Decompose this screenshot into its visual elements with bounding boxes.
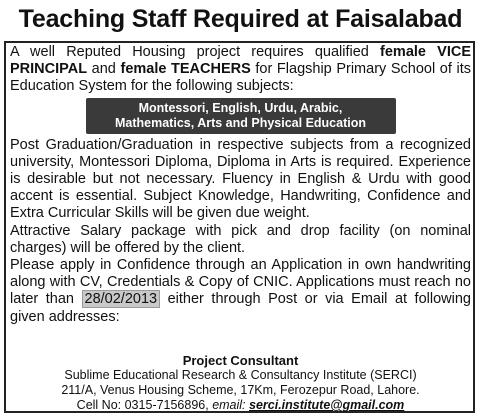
position-teachers: female TEACHERS xyxy=(120,61,251,78)
consultant-name: Sublime Educational Research & Consultancy Institute (SERCI) xyxy=(64,368,417,382)
job-advertisement xyxy=(0,2,481,418)
intro-text-1: A well Reputed Housing project requires qualified xyxy=(10,44,381,60)
intro-text-2: and xyxy=(87,61,121,78)
ad-title: Teaching Staff Required at Faisalabad xyxy=(18,5,463,33)
email-label: email: xyxy=(212,398,250,412)
ad-body xyxy=(10,44,471,326)
intro-paragraph xyxy=(10,44,471,96)
intro-text-3: for Flagship Primary School of its Education System for the following subjects: xyxy=(10,61,472,95)
consultant-address: 211/A, Venus Housing Scheme, 17Km, Ferozepur Road, Lahore. xyxy=(61,383,420,397)
consultant-heading: Project Consultant xyxy=(182,353,299,368)
subjects-box xyxy=(86,98,396,134)
cell-number: Cell No: 0315-7156896, xyxy=(76,398,213,412)
requirements-paragraph: Post Graduation/Graduation in respective subjects from a recognized university, Montessori Diploma, Diploma in Arts is required. Experience is desirable but not necessary. Fluency in English & Urdu with good accent is essential. Subject Knowledge, Handwriting, Confidence and Extra Curricular Skills will be given due weight. xyxy=(10,136,471,222)
position-vice-principal: female VICE PRINCIPAL xyxy=(10,44,471,78)
consultant-block xyxy=(10,353,471,413)
email-address[interactable]: serci.institute@gmail.com xyxy=(249,398,405,412)
apply-paragraph xyxy=(10,257,471,326)
apply-text-after: either through Post or via Email at following given addresses: xyxy=(10,291,471,325)
apply-text: Please apply in Confidence through an Application in own handwriting along with CV, Credentials & Copy of CNIC. Applications must reach no later than xyxy=(10,257,471,308)
subjects-line-2: Mathematics, Arts and Physical Education xyxy=(115,115,366,130)
salary-paragraph: Attractive Salary package with pick and drop facility (on nominal charges) will be offered by the client. xyxy=(10,222,471,256)
consultant-contact xyxy=(10,398,471,413)
subjects-line-1: Montessori, English, Urdu, Arabic, xyxy=(138,100,343,115)
deadline-date: 28/02/2013 xyxy=(82,290,161,308)
